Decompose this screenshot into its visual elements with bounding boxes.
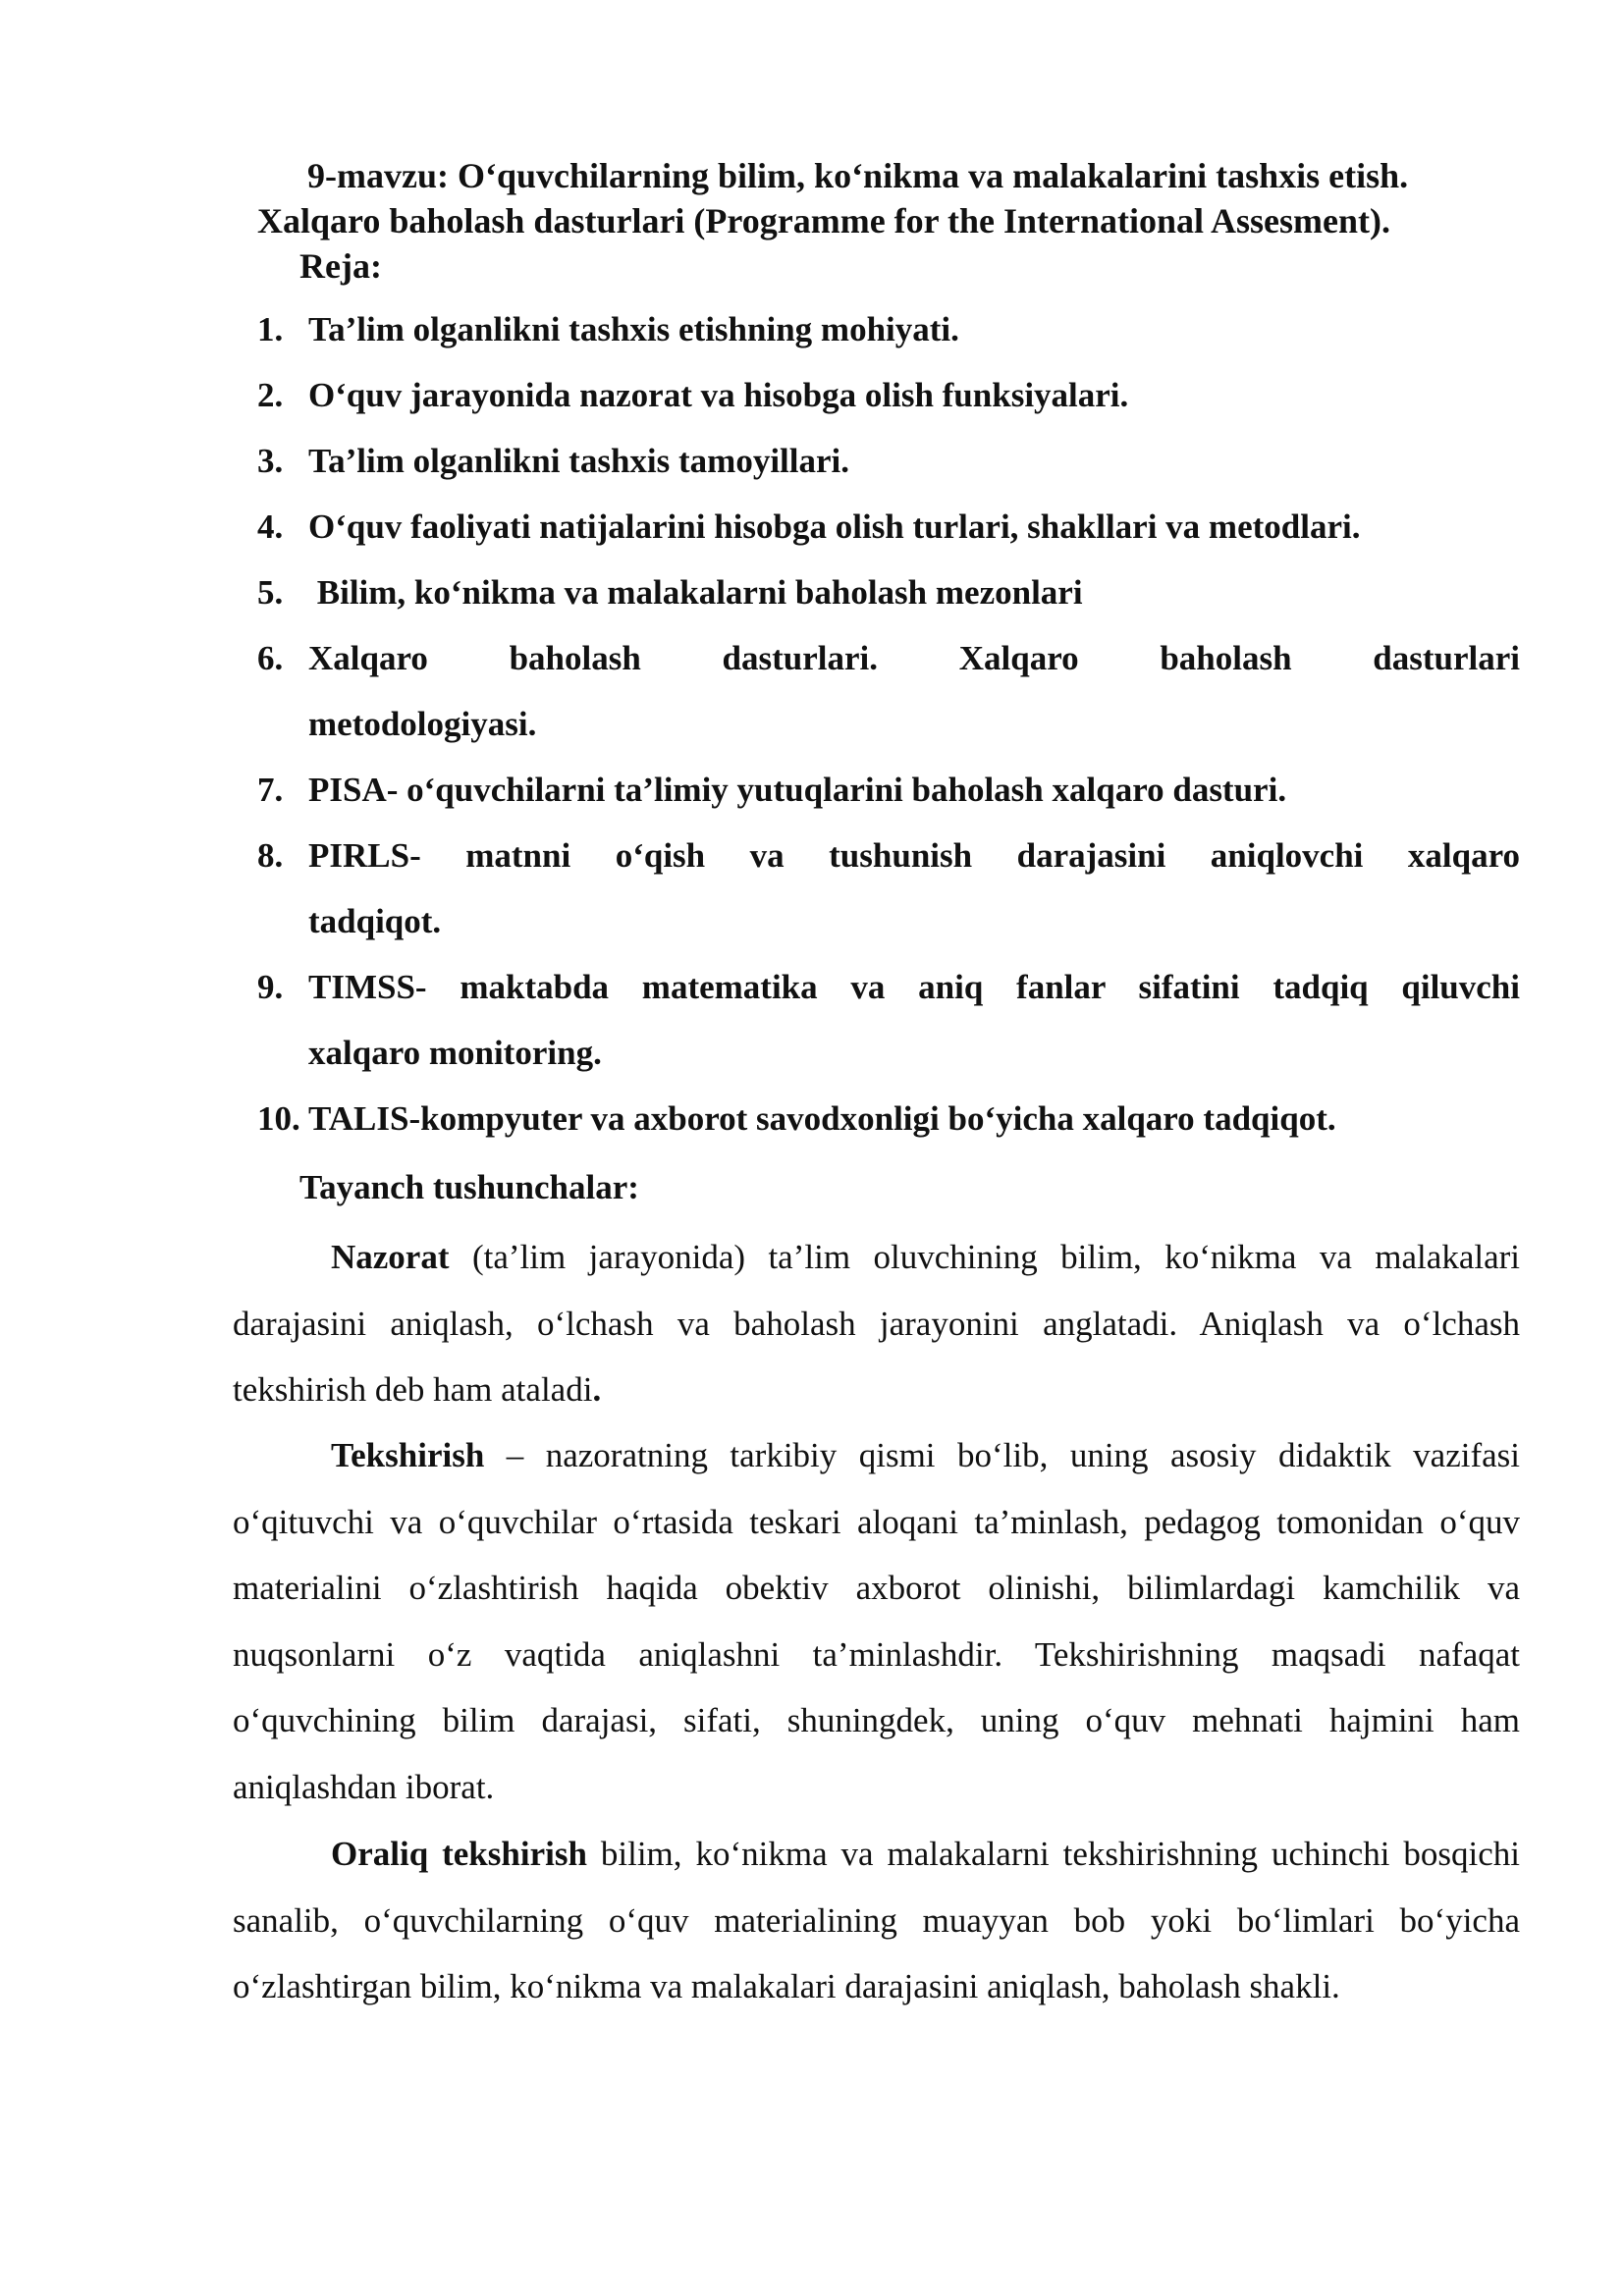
plan-item-5 (257, 560, 1520, 625)
topic-subtitle: Xalqaro baholash dasturlari (Programme for the International Assesment). (257, 201, 1390, 240)
plan-text: Ta’lim olganlikni tashxis etishning mohiyati. (308, 310, 959, 348)
plan-text: O‘quv jarayonida nazorat va hisobga olish funksiyalari. (308, 376, 1129, 414)
paragraph-nazorat (233, 1224, 1520, 1423)
plan-item-1 (257, 296, 1520, 362)
plan-item-9 (257, 954, 1520, 1086)
paragraph-oraliq-tekshirish (233, 1821, 1520, 2020)
plan-item-4 (257, 494, 1520, 560)
paragraph-body: (ta’lim jarayonida) ta’lim oluvchining bilim, ko‘nikma va malakalari darajasini aniqlash, o‘lchash va baholash jarayonini anglatadi. Aniqlash va o‘lchash tekshirish deb ham ataladi (233, 1238, 1520, 1409)
plan-number: 7. (257, 771, 284, 809)
key-concepts-heading: Tayanch tushunchalar: (299, 1168, 639, 1206)
topic-title: 9-mavzu: O‘quvchilarning bilim, ko‘nikma va malakalarini tashxis etish. (307, 156, 1409, 195)
plan-item-7 (257, 757, 1520, 823)
plan-text: TALIS-kompyuter va axborot savodxonligi bo‘yicha xalqaro tadqiqot. (308, 1099, 1336, 1138)
plan-text-line1: PIRLS- matnni o‘qish va tushunish darajasini aniqlovchi xalqaro (308, 836, 1520, 875)
plan-text-line1: TIMSS- maktabda matematika va aniq fanlar sifatini tadqiq qiluvchi (308, 968, 1520, 1006)
plan-text-line2: metodologiyasi. (308, 705, 537, 743)
plan-number: 2. (257, 376, 284, 414)
plan-text: Ta’lim olganlikni tashxis tamoyillari. (308, 442, 850, 480)
plan-item-10 (257, 1086, 1520, 1151)
term: Nazorat (331, 1238, 450, 1276)
plan-text: O‘quv faoliyati natijalarini hisobga olish turlari, shakllari va metodlari. (308, 507, 1361, 546)
plan-item-3 (257, 428, 1520, 494)
term: Tekshirish (331, 1436, 485, 1474)
paragraph-body: bilim, ko‘nikma va malakalarni tekshirishning uchinchi bosqichi sanalib, o‘quvchilarning o‘quv materialining muayyan bob yoki bo‘limlari bo‘yicha o‘zlashtirgan bilim, ko‘nikma va malakalari darajasini aniqlash, baholash shakli. (233, 1835, 1520, 2005)
paragraph-body: – nazoratning tarkibiy qismi bo‘lib, uning asosiy didaktik vazifasi o‘qituvchi va o‘quvchilar o‘rtasida teskari aloqani ta’minlash, pedagog tomonidan o‘quv materialini o‘zlashtirish haqida obektiv axborot olinishi, bilimlardagi kamchilik va nuqsonlarni o‘z vaqtida aniqlashni ta’minlashdir. Tekshirishning maqsadi nafaqat o‘quvchining bilim darajasi, sifati, shuningdek, uning o‘quv mehnati hajmini ham aniqlashdan iborat. (233, 1436, 1520, 1806)
plan-number: 3. (257, 442, 284, 480)
plan-number: 9. (257, 968, 284, 1006)
plan-item-8 (257, 823, 1520, 954)
plan-heading: Reja: (299, 246, 382, 286)
plan-text: PISA- o‘quvchilarni ta’limiy yutuqlarini baholash xalqaro dasturi. (308, 771, 1287, 809)
plan-item-6 (257, 625, 1520, 757)
plan-number: 1. (257, 310, 284, 348)
plan-number: 8. (257, 836, 284, 875)
plan-text-line2: tadqiqot. (308, 902, 442, 940)
plan-number: 4. (257, 507, 284, 546)
term: Oraliq tekshirish (331, 1835, 587, 1873)
plan-number: 6. (257, 639, 284, 677)
plan-text: Bilim, ko‘nikma va malakalarni baholash mezonlari (308, 573, 1083, 612)
plan-item-2 (257, 362, 1520, 428)
plan-number: 10. (257, 1099, 300, 1138)
paragraph-end: . (592, 1370, 602, 1409)
plan-text-line2: xalqaro monitoring. (308, 1034, 602, 1072)
paragraph-tekshirish (233, 1422, 1520, 1820)
plan-number: 5. (257, 573, 284, 612)
plan-text-line1: Xalqaro baholash dasturlari. Xalqaro baholash dasturlari (308, 639, 1520, 677)
